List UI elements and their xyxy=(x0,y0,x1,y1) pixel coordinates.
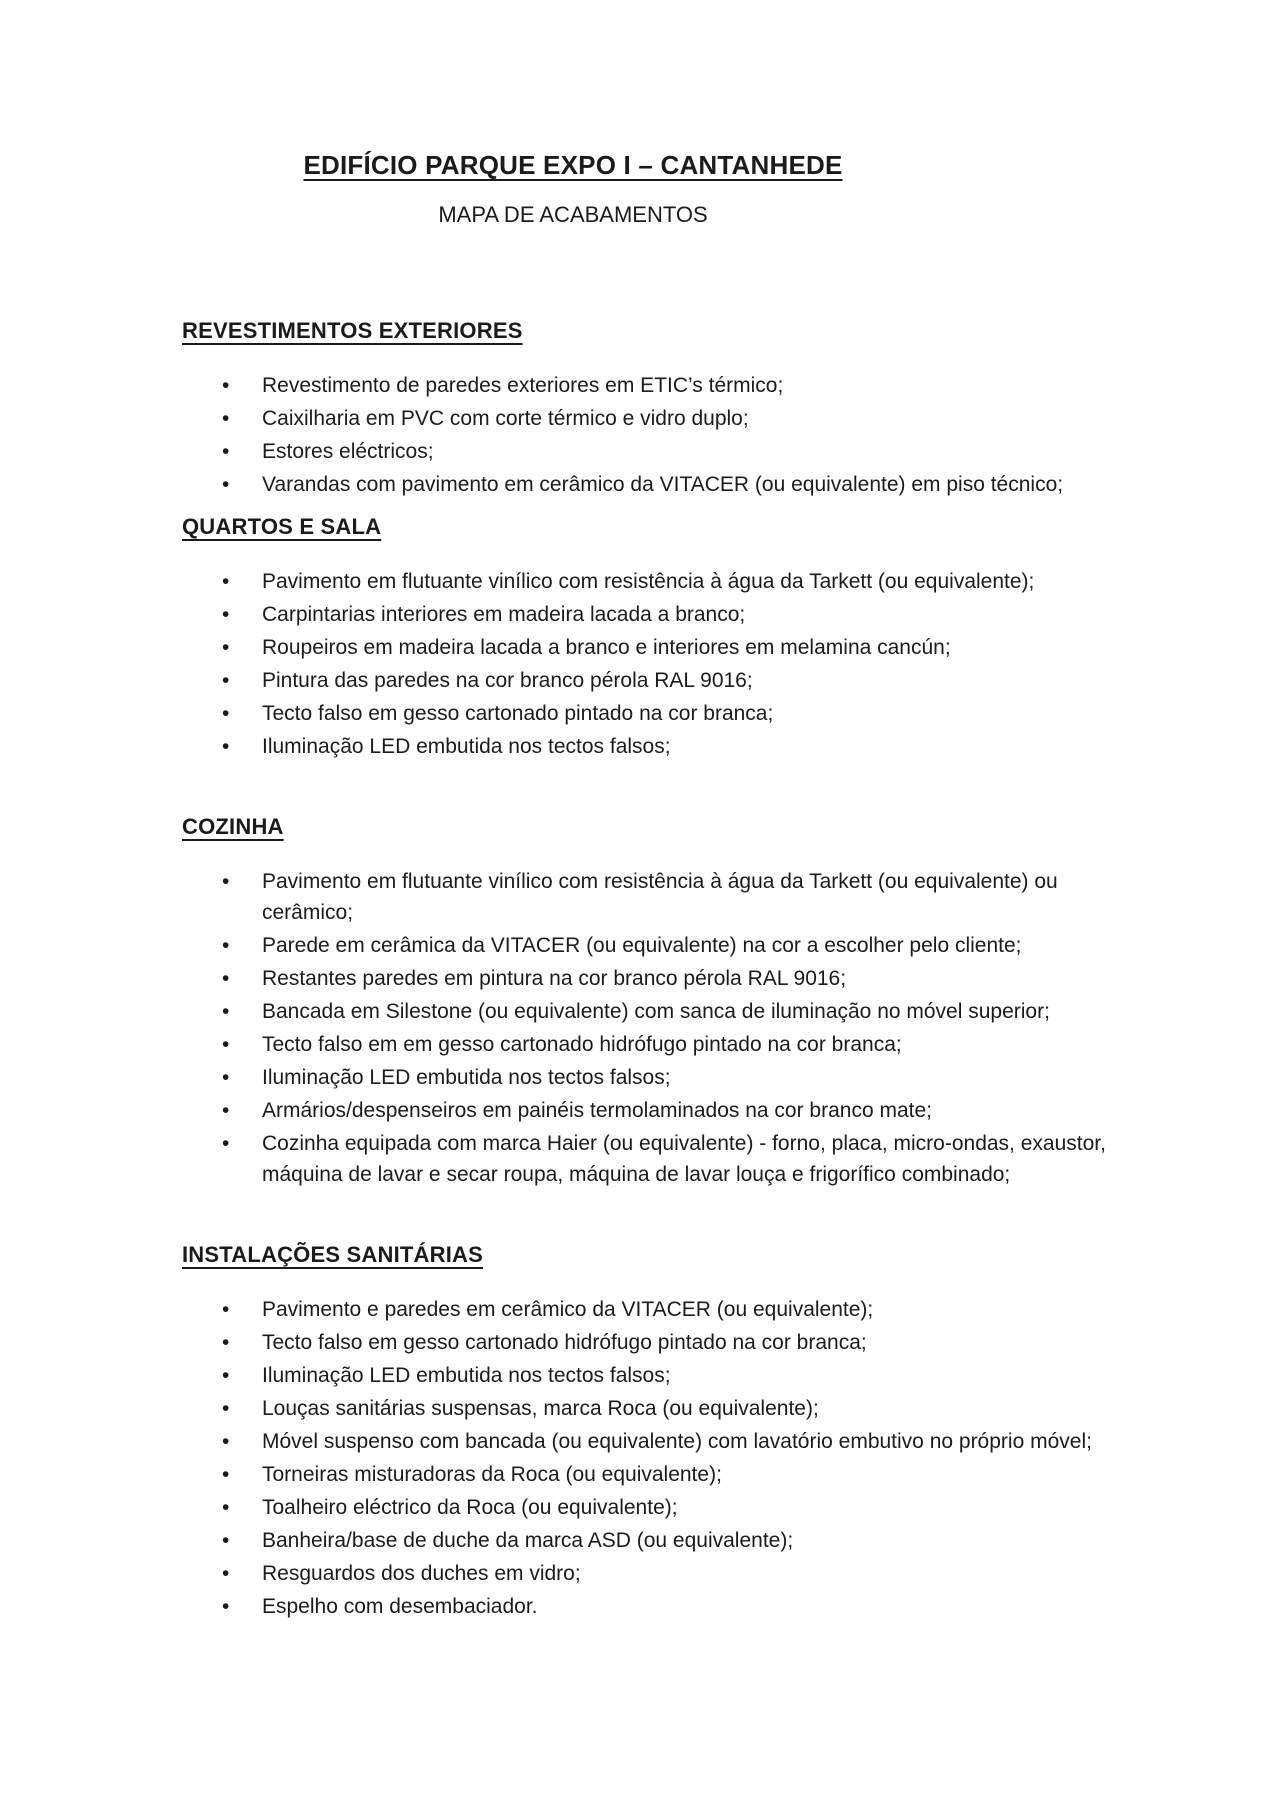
bullet-item: • Tecto falso em gesso cartonado pintado na cor branca; xyxy=(182,698,1110,729)
document-section xyxy=(182,514,1110,762)
bullet-item: • Pintura das paredes na cor branco pérola RAL 9016; xyxy=(182,665,1110,696)
bullet-item: • Toalheiro eléctrico da Roca (ou equivalente); xyxy=(182,1492,1110,1523)
bullet-item: • Revestimento de paredes exteriores em ETIC’s térmico; xyxy=(182,370,1110,401)
bullet-item: • Tecto falso em em gesso cartonado hidrófugo pintado na cor branca; xyxy=(182,1029,1110,1060)
bullet-item: • Tecto falso em gesso cartonado hidrófugo pintado na cor branca; xyxy=(182,1327,1110,1358)
bullet-item: • Parede em cerâmica da VITACER (ou equivalente) na cor a escolher pelo cliente; xyxy=(182,930,1110,961)
bullet-item: • Iluminação LED embutida nos tectos falsos; xyxy=(182,731,1110,762)
bullet-item: • Iluminação LED embutida nos tectos falsos; xyxy=(182,1360,1110,1391)
bullet-item: • Varandas com pavimento em cerâmico da VITACER (ou equivalente) em piso técnico; xyxy=(182,469,1110,500)
document-title: EDIFÍCIO PARQUE EXPO I – CANTANHEDE xyxy=(303,150,843,180)
section-heading: QUARTOS E SALA xyxy=(182,514,382,539)
bullet-item: • Carpintarias interiores em madeira lacada a branco; xyxy=(182,599,1110,630)
bullet-list xyxy=(182,866,1110,1190)
bullet-list xyxy=(182,566,1110,762)
bullet-item: • Armários/despenseiros em painéis termolaminados na cor branco mate; xyxy=(182,1095,1110,1126)
document-section xyxy=(182,1242,1110,1622)
bullet-list xyxy=(182,370,1110,500)
bullet-item: • Bancada em Silestone (ou equivalente) com sanca de iluminação no móvel superior; xyxy=(182,996,1110,1027)
sections-container xyxy=(182,318,1110,1622)
bullet-item: • Restantes paredes em pintura na cor branco pérola RAL 9016; xyxy=(182,963,1110,994)
bullet-item: • Móvel suspenso com bancada (ou equivalente) com lavatório embutivo no próprio móvel; xyxy=(182,1426,1110,1457)
bullet-item: • Pavimento e paredes em cerâmico da VITACER (ou equivalente); xyxy=(182,1294,1110,1325)
bullet-item: • Estores eléctricos; xyxy=(182,436,1110,467)
bullet-item: • Caixilharia em PVC com corte térmico e vidro duplo; xyxy=(182,403,1110,434)
bullet-list xyxy=(182,1294,1110,1622)
section-heading: REVESTIMENTOS EXTERIORES xyxy=(182,318,523,343)
bullet-item: • Cozinha equipada com marca Haier (ou equivalente) - forno, placa, micro-ondas, exaustor, máquina de lavar e secar roupa, máquina de lavar louça e frigorífico combinado; xyxy=(182,1128,1110,1190)
bullet-item: • Roupeiros em madeira lacada a branco e interiores em melamina cancún; xyxy=(182,632,1110,663)
document-header xyxy=(182,150,964,228)
bullet-item: • Banheira/base de duche da marca ASD (ou equivalente); xyxy=(182,1525,1110,1556)
document-section xyxy=(182,318,1110,500)
bullet-item: • Iluminação LED embutida nos tectos falsos; xyxy=(182,1062,1110,1093)
bullet-item: • Pavimento em flutuante vinílico com resistência à água da Tarkett (ou equivalente); xyxy=(182,566,1110,597)
section-heading: INSTALAÇÕES SANITÁRIAS xyxy=(182,1242,484,1267)
bullet-item: • Resguardos dos duches em vidro; xyxy=(182,1558,1110,1589)
document-subtitle: MAPA DE ACABAMENTOS xyxy=(438,202,708,227)
bullet-item: • Louças sanitárias suspensas, marca Roca (ou equivalente); xyxy=(182,1393,1110,1424)
bullet-item: • Espelho com desembaciador. xyxy=(182,1591,1110,1622)
section-heading: COZINHA xyxy=(182,814,284,839)
bullet-item: • Torneiras misturadoras da Roca (ou equivalente); xyxy=(182,1459,1110,1490)
bullet-item: • Pavimento em flutuante vinílico com resistência à água da Tarkett (ou equivalente) ou cerâmico; xyxy=(182,866,1110,928)
document-section xyxy=(182,814,1110,1190)
